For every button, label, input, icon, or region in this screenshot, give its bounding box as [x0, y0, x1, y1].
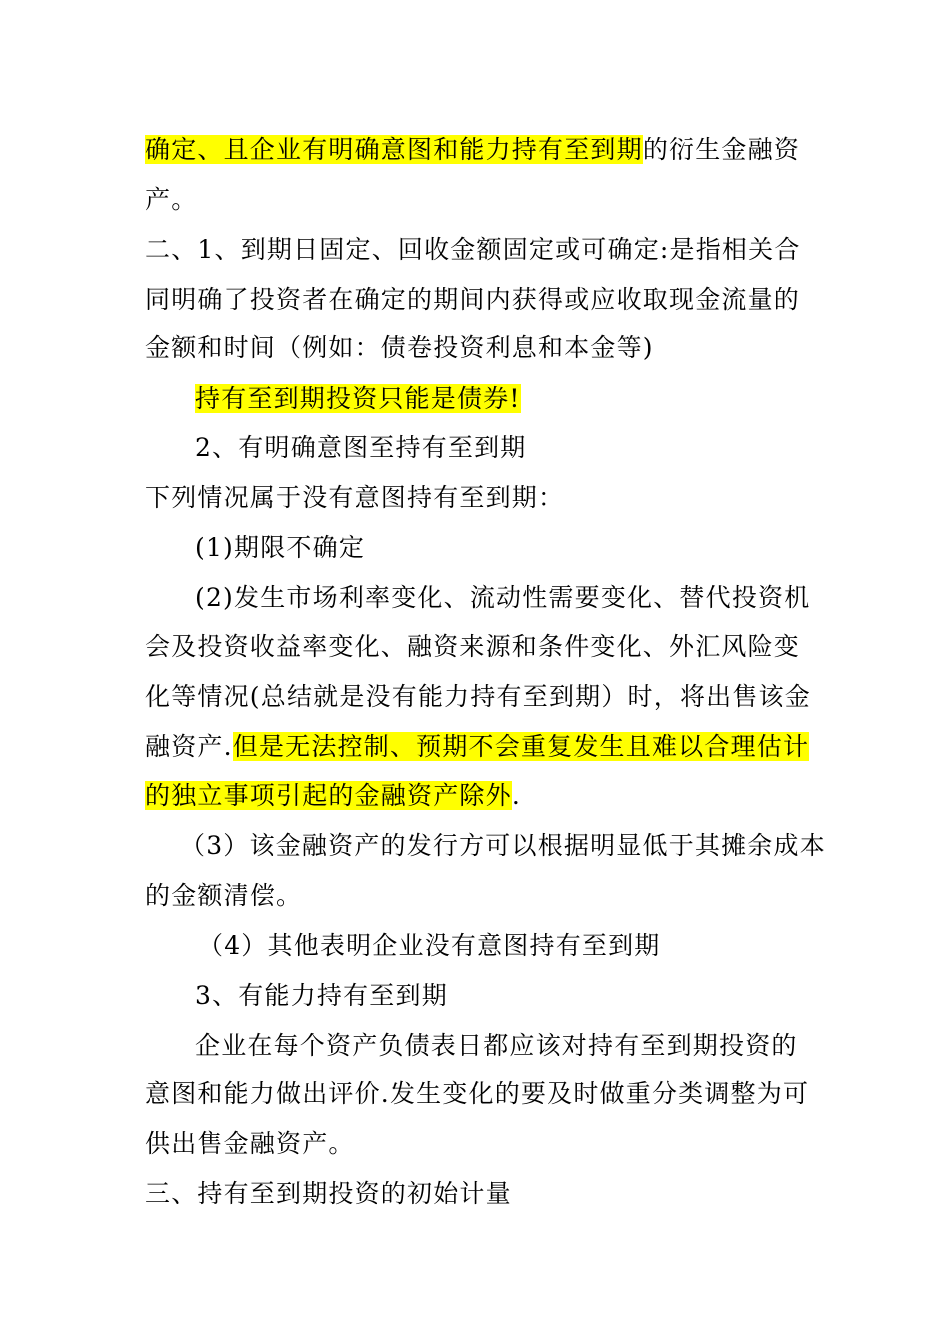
list-item: （3）该金融资产的发行方可以根据明显低于其摊余成本 — [180, 831, 826, 860]
paragraph-line — [145, 723, 809, 771]
paragraph-line: 同明确了投资者在确定的期间内获得或应收取现金流量的 — [145, 285, 801, 314]
text-run: 的衍生金融资 — [642, 135, 801, 164]
paragraph-line — [145, 126, 800, 174]
paragraph-line: 会及投资收益率变化、融资来源和条件变化、外汇风险变 — [145, 632, 801, 661]
paragraph-line — [145, 772, 521, 820]
list-item: （4）其他表明企业没有意图持有至到期 — [198, 931, 661, 960]
text-run: . — [511, 781, 521, 810]
paragraph-line: 金额和时间（例如：债卷投资利息和本金等) — [145, 333, 654, 362]
highlighted-text: 但是无法控制、预期不会重复发生且难以合理估计 — [232, 732, 810, 761]
list-item: (1)期限不确定 — [195, 533, 366, 562]
paragraph-line: 下列情况属于没有意图持有至到期： — [145, 483, 565, 512]
text-run: 融资产. — [145, 732, 233, 761]
section-heading-three: 三、持有至到期投资的初始计量 — [145, 1179, 512, 1208]
subsection-heading: 3、有能力持有至到期 — [195, 981, 448, 1010]
paragraph-line: 的金额清偿。 — [145, 881, 303, 910]
paragraph-line: 企业在每个资产负债表日都应该对持有至到期投资的 — [195, 1031, 798, 1060]
list-item: (2)发生市场利率变化、流动性需要变化、替代投资机 — [195, 583, 811, 612]
highlighted-text: 的独立事项引起的金融资产除外 — [145, 781, 512, 810]
paragraph-line: 供出售金融资产。 — [145, 1129, 355, 1158]
section-heading-two: 二、1、到期日固定、回收金额固定或可确定:是指相关合 — [145, 235, 801, 264]
paragraph-line — [195, 375, 521, 423]
paragraph-line: 化等情况(总结就是没有能力持有至到期）时，将出售该金 — [145, 682, 811, 711]
paragraph-line: 意图和能力做出评价.发生变化的要及时做重分类调整为可 — [145, 1079, 810, 1108]
subsection-heading: 2、有明确意图至持有至到期 — [195, 433, 527, 462]
highlighted-text: 确定、且企业有明确意图和能力持有至到期 — [145, 135, 643, 164]
highlighted-text: 持有至到期投资只能是债券! — [195, 384, 521, 413]
paragraph-line: 产。 — [145, 185, 198, 214]
